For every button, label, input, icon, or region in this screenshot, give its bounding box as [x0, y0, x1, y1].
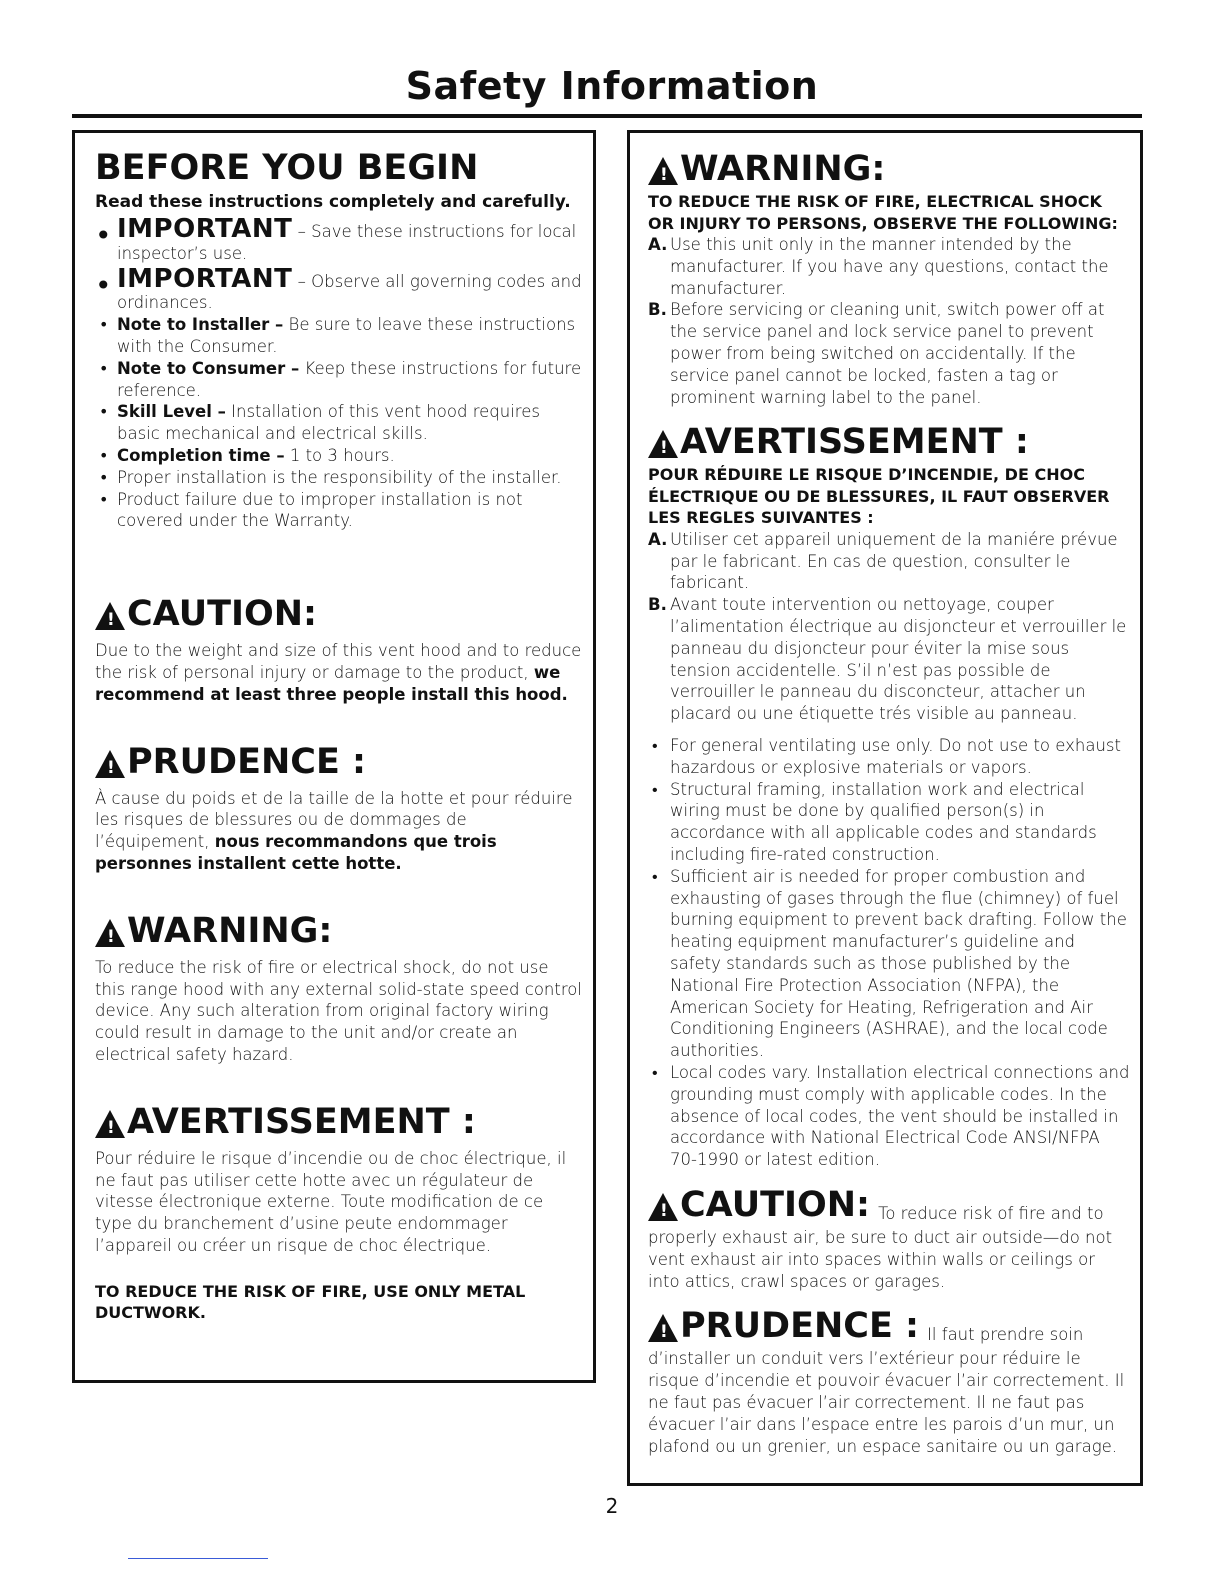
warning-triangle-icon	[95, 919, 125, 947]
metal-ductwork-note: TO REDUCE THE RISK OF FIRE, USE ONLY METAL DUCTWORK.	[95, 1281, 526, 1323]
warning-heading: WARNING:	[127, 910, 333, 951]
list-item	[95, 445, 583, 467]
item-text: Avant toute intervention ou nettoyage, couper l’alimentation électrique au disjoncteur et verrouiller le panneau du disjoncteur pour éviter la mise sous tension accidentelle. S’il n’est pas possible de verrouiller le panneau du disconcteur, attacher un placard ou une étiquette trés visible au panneau.	[670, 595, 1127, 724]
warning-section	[95, 909, 583, 1066]
warning-list	[648, 234, 1130, 408]
item-text: Proper installation is the responsibility of the installer.	[117, 467, 562, 487]
warning-triangle-icon	[95, 750, 125, 778]
caution-section	[95, 592, 583, 705]
warning-triangle-icon	[648, 1193, 678, 1221]
item-text: Installation of this vent hood requires basic mechanical and electrical skills.	[117, 402, 540, 444]
title-divider	[72, 114, 1142, 118]
warning-triangle-icon	[95, 602, 125, 630]
item-label: Note to Installer –	[117, 315, 284, 335]
avertissement-section	[95, 1100, 583, 1257]
important-label: IMPORTANT	[117, 214, 293, 244]
list-item	[95, 489, 583, 533]
caution-text: Due to the weight and size of this vent hood and to reduce the risk of personal injury or damage to the product,	[95, 641, 582, 682]
item-label: Note to Consumer –	[117, 358, 300, 378]
caution-text: properly exhaust air, be sure to duct air outside—do not vent exhaust air into spaces within walls or ceilings or into attics, crawl spaces or garages.	[648, 1227, 1113, 1291]
list-item	[648, 594, 1130, 725]
avertissement-heading: AVERTISSEMENT :	[127, 1101, 476, 1142]
list-item: • Sufficient air is needed for proper combustion and exhausting of gases through the flue (chimney) of fuel burning equipment to prevent back drafting. Follow the heating equipment manufacturer’s guideline and safety standards such as those published by the National Fire Protection Association (NFPA), the American Society for Heating, Refrigeration and Air Conditioning Engineers (ASHRAE), and the local code authorities.	[648, 866, 1130, 1062]
item-label: Skill Level –	[117, 402, 226, 422]
item-marker: A.	[648, 529, 668, 549]
avertissement-list	[648, 529, 1130, 725]
item-text: 1 to 3 hours.	[284, 445, 395, 465]
warning-triangle-icon	[648, 157, 678, 185]
item-text: Product failure due to improper installation is not covered under the Warranty.	[117, 489, 523, 531]
item-text: Use this unit only in the manner intended by the manufacturer. If you have any questions, contact the manufacturer.	[670, 235, 1109, 298]
list-item: • For general ventilating use only. Do not use to exhaust hazardous or explosive materials or vapors.	[648, 735, 1130, 779]
list-item: • Local codes vary. Installation electrical connections and grounding must comply with applicable codes. In the absence of local codes, the vent should be installed in accordance with National Electrical Code ANSI/NFPA 70-1990 or latest edition.	[648, 1062, 1130, 1171]
avertissement-section	[648, 420, 1130, 725]
prudence-section	[95, 740, 583, 875]
list-item	[648, 529, 1130, 594]
list-item	[648, 299, 1130, 408]
list-item	[95, 214, 583, 265]
prudence-heading: PRUDENCE :	[127, 741, 367, 782]
list-item	[95, 467, 583, 489]
caution-section	[648, 1183, 1130, 1292]
general-safety-list	[648, 735, 1130, 1171]
item-text: Keep these instructions for future reference.	[117, 358, 582, 400]
important-text: – Save these instructions for local inspector’s use.	[117, 222, 577, 263]
right-safety-panel	[627, 130, 1143, 1486]
avertissement-caps-text: POUR RÉDUIRE LE RISQUE D’INCENDIE, DE CHOC ÉLECTRIQUE OU DE BLESSURES, IL FAUT OBSERVER LES REGLES SUIVANTES :	[648, 465, 1110, 528]
warning-heading: WARNING:	[680, 149, 886, 189]
page-title: Safety Information	[405, 64, 819, 108]
avertissement-text: Pour réduire le risque d’incendie ou de choc électrique, il ne faut pas utiliser cette hotte avec un régulateur de vitesse électronique externe. Toute modification de ce type du branchement d’usine peute endommager l’appareil ou créer un risque de choc électrique.	[95, 1148, 567, 1255]
warning-section	[648, 147, 1130, 408]
caution-bold-text: we recommend at least three people install this hood.	[95, 662, 568, 704]
caution-heading: CAUTION:	[680, 1184, 871, 1225]
list-item	[95, 401, 583, 445]
item-label: Completion time –	[117, 445, 285, 465]
before-you-begin-lead: Read these instructions completely and carefully.	[95, 192, 571, 212]
item-marker: B.	[648, 300, 667, 320]
warning-triangle-icon	[648, 1314, 678, 1342]
item-text: Utiliser cet appareil uniquement de la maniére prévue par le fabricant. En cas de question, consulter le fabricant.	[670, 529, 1118, 593]
important-label: IMPORTANT	[117, 263, 293, 294]
warning-triangle-icon	[648, 430, 678, 458]
list-item	[648, 234, 1130, 299]
warning-text: To reduce the risk of fire or electrical shock, do not use this range hood with any external solid-state speed control device. Any such alteration from original factory wiring could result in damage to the unit and/or create an electrical safety hazard.	[95, 957, 582, 1064]
before-you-begin-list	[95, 214, 583, 532]
item-marker: B.	[648, 595, 667, 615]
list-item	[95, 314, 583, 358]
item-text: Before servicing or cleaning unit, switch power off at the service panel and lock service panel to prevent power from being switched on accidentally. If the service panel cannot be locked, fasten a tag or prominent warning label to the panel.	[670, 300, 1105, 407]
left-safety-panel	[72, 130, 596, 1383]
list-item: • Structural framing, installation work and electrical wiring must be done by qualified person(s) in accordance with all applicable codes and standards including fire-rated construction.	[648, 779, 1130, 866]
item-marker: A.	[648, 235, 668, 254]
prudence-text: d’installer un conduit vers l’extérieur pour réduire le risque d’incendie et pouvoir évacuer l’air correctement. Il ne faut pas évacuer l’air correctement. Il ne faut pas évacuer l’air dans l’espace entre les parois d’un mur, un plafond ou un grenier, un espace sanitaire ou un garage.	[648, 1349, 1125, 1456]
prudence-inline-text: Il faut prendre soin	[927, 1325, 1084, 1345]
list-item	[95, 358, 583, 402]
warning-triangle-icon	[95, 1110, 125, 1138]
footer-link-rule	[128, 1558, 268, 1559]
caution-heading: CAUTION:	[127, 594, 318, 635]
page-number: 2	[605, 1494, 619, 1518]
prudence-section	[648, 1304, 1130, 1457]
prudence-heading: PRUDENCE :	[680, 1306, 920, 1347]
caution-inline-text: To reduce risk of fire and to	[878, 1203, 1104, 1223]
before-you-begin-heading: BEFORE YOU BEGIN	[95, 148, 479, 188]
prudence-text: À cause du poids et de la taille de la hotte et pour réduire les risques de blessures ou de dommages de l’équipement,	[95, 788, 573, 852]
list-item	[95, 263, 583, 315]
avertissement-heading: AVERTISSEMENT :	[680, 422, 1029, 463]
important-text: – Observe all governing codes and ordinances.	[117, 271, 582, 313]
prudence-bold-text: nous recommandons que trois personnes installent cette hotte.	[95, 832, 497, 873]
warning-caps-text: TO REDUCE THE RISK OF FIRE, ELECTRICAL SHOCK OR INJURY TO PERSONS, OBSERVE THE FOLLOWING:	[648, 192, 1118, 233]
item-text: Be sure to leave these instructions with the Consumer.	[117, 315, 576, 356]
